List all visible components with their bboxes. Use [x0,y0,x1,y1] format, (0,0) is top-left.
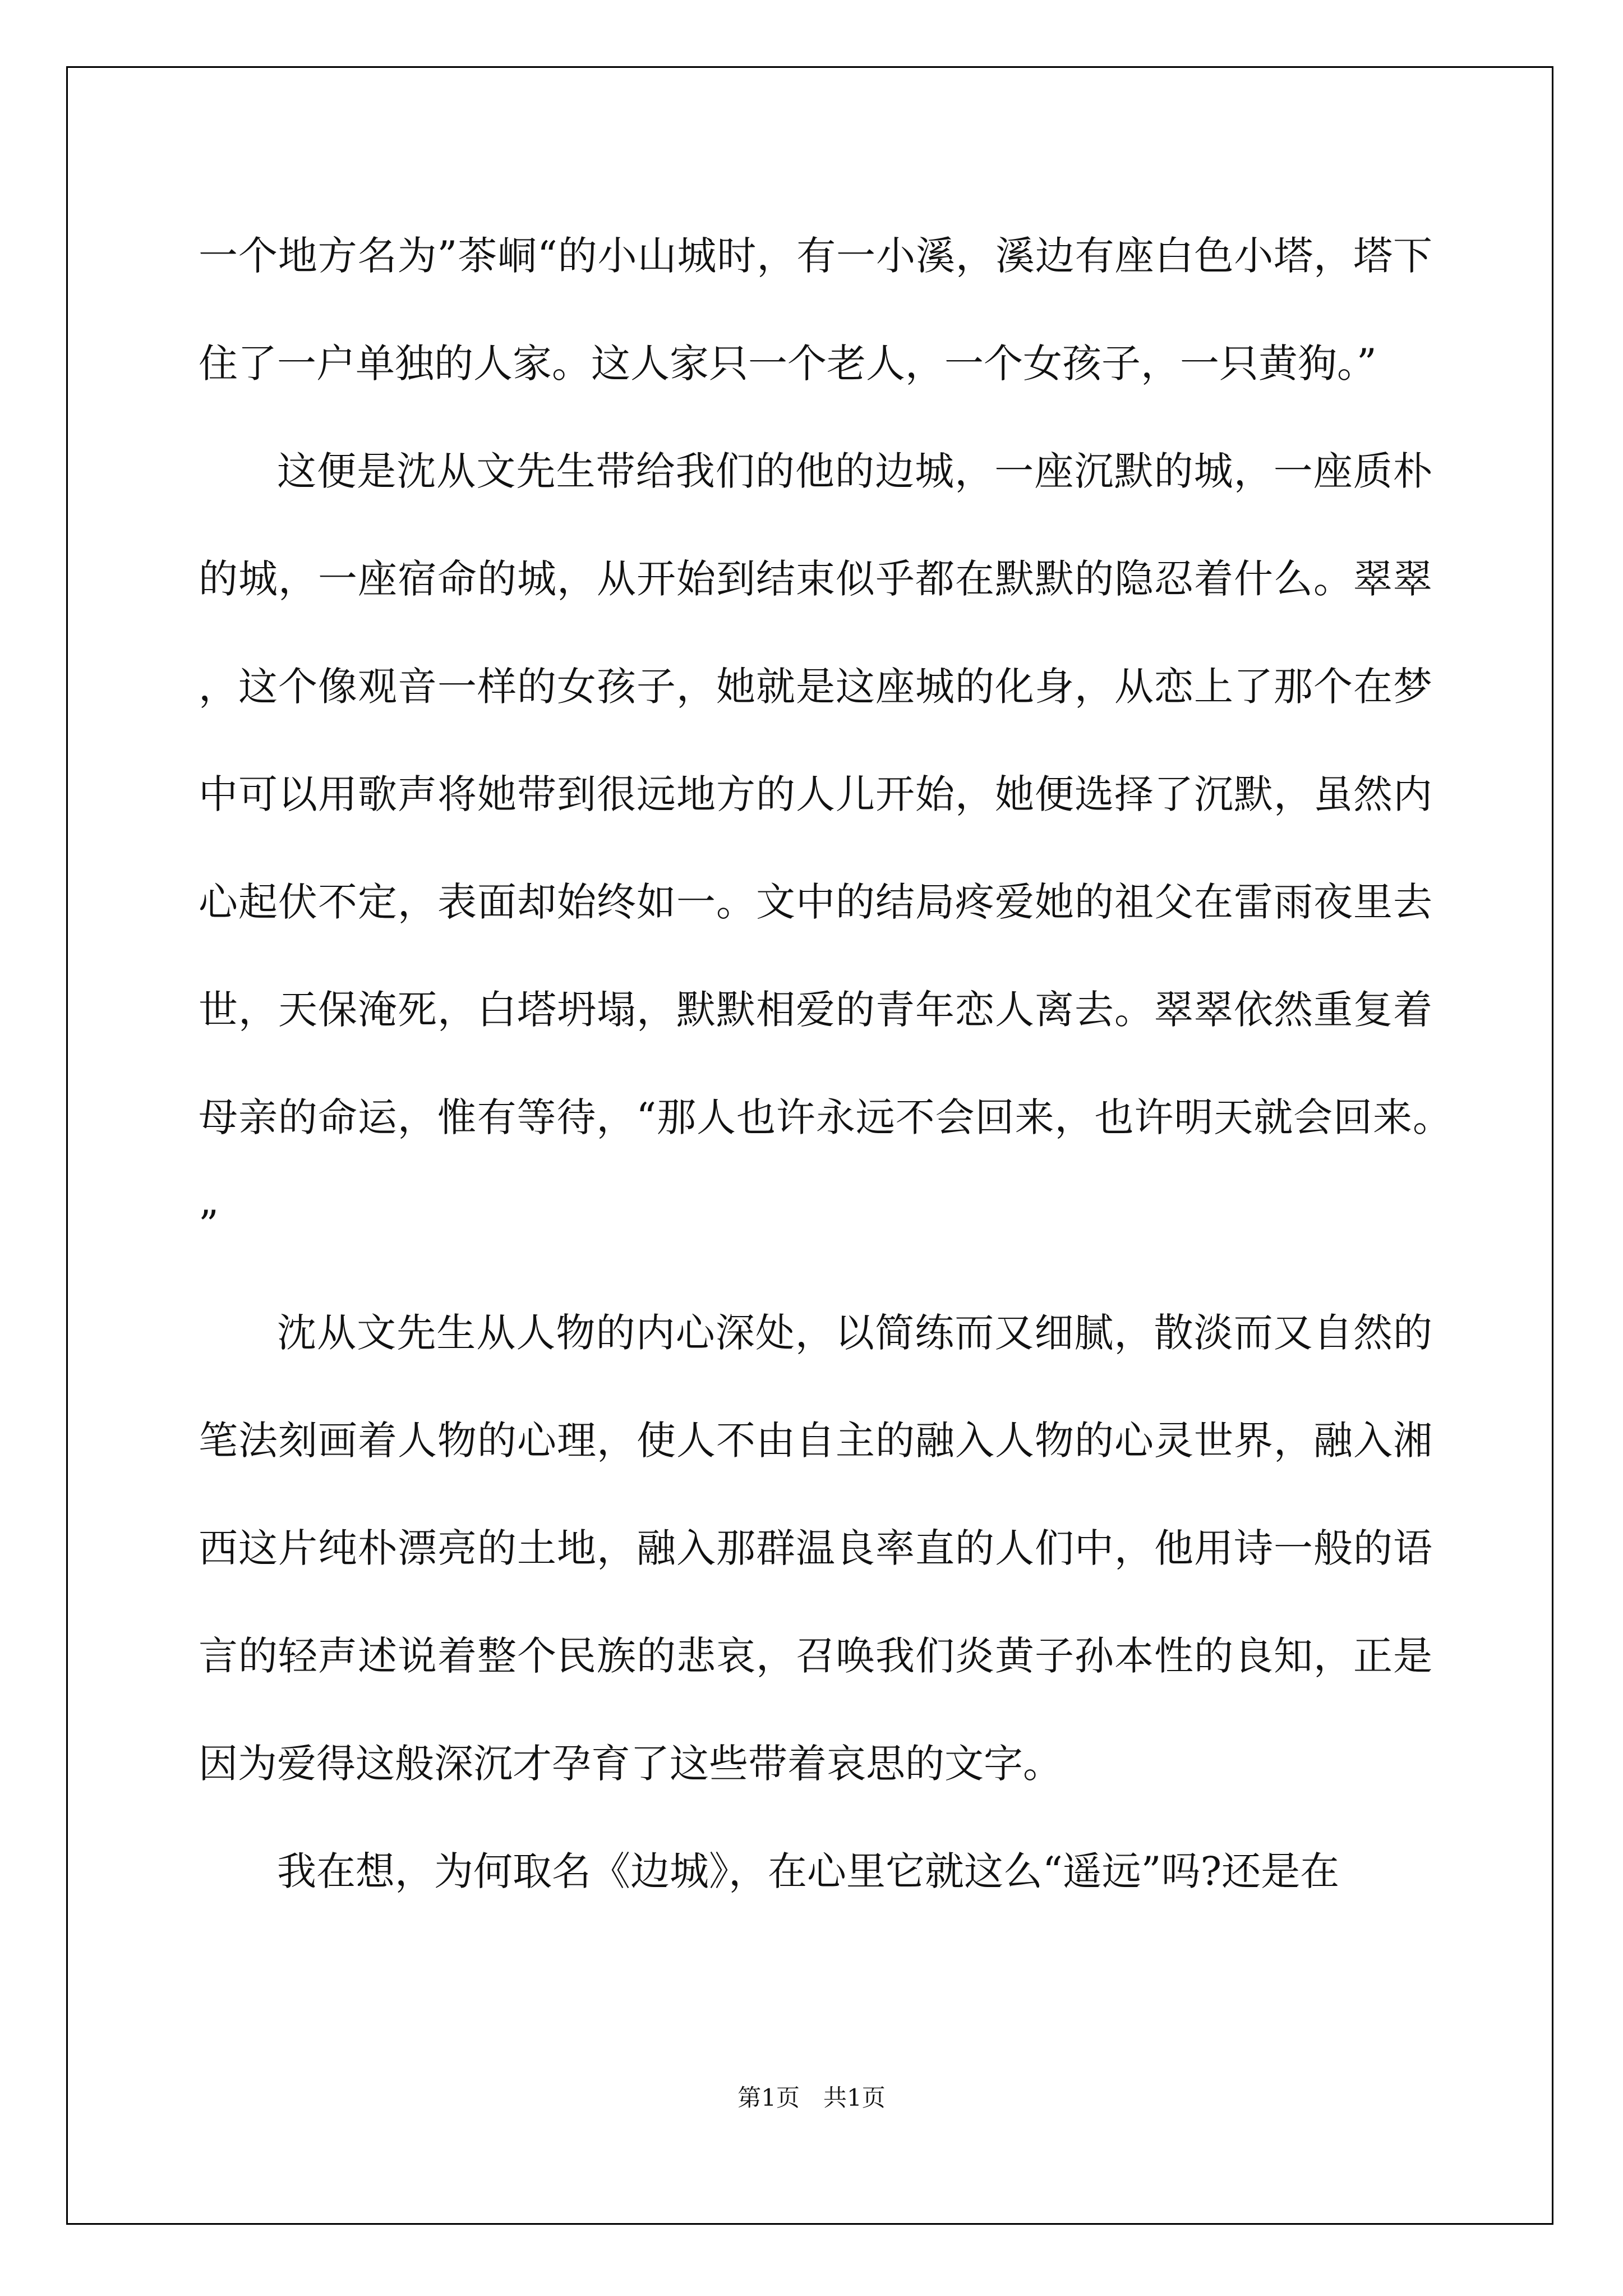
document-body [199,202,1432,1925]
page-footer: 第1页 共1页 [737,2084,886,2111]
paragraph-1: 一个地方名为”茶峒“的小山城时，有一小溪，溪边有座白色小塔，塔下住了一户单独的人家。这人家只一个老人，一个女孩子，一只黄狗。” [199,233,1432,386]
paragraph-3: 沈从文先生从人物的内心深处，以简练而又细腻，散淡而又自然的笔法刻画着人物的心理，使人不由自主的融入人物的心灵世界，融入湘西这片纯朴漂亮的土地，融入那群温良率直的人们中，他用诗一般的语言的轻声述说着整个民族的悲哀，召唤我们炎黄子孙本性的良知，正是因为爱得这般深沉才孕育了这些带着哀思的文字。 [199,1310,1432,1787]
paragraph-2: 这便是沈从文先生带给我们的他的边城，一座沉默的城，一座质朴的城，一座宿命的城，从开始到结束似乎都在默默的隐忍着什么。翠翠，这个像观音一样的女孩子，她就是这座城的化身，从恋上了那个在梦中可以用歌声将她带到很远地方的人儿开始，她便选择了沉默，虽然内心起伏不定，表面却始终如一。文中的结局疼爱她的祖父在雷雨夜里去世，天保淹死，白塔坍塌，默默相爱的青年恋人离去。翠翠依然重复着母亲的命运，惟有等待，“那人也许永远不会回来，也许明天就会回来。” [199,448,1432,1248]
paragraph-4: 我在想，为何取名《边城》，在心里它就这么“遥远”吗?还是在 [277,1848,1340,1894]
